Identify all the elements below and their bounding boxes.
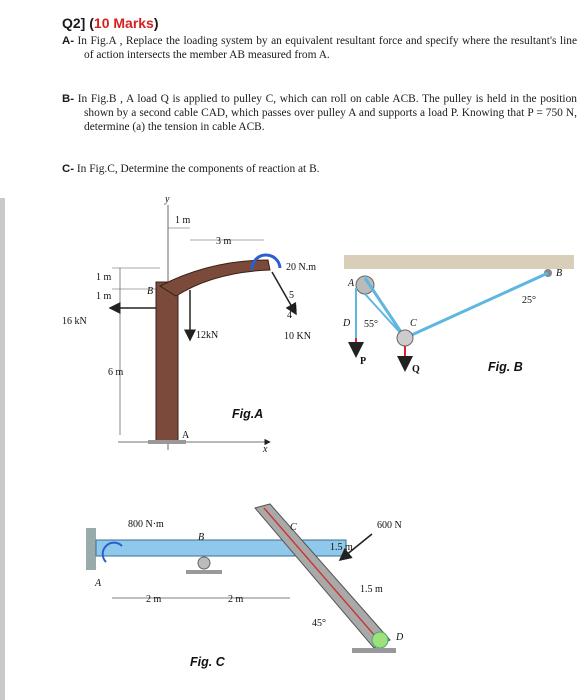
fig-c-point-d: D (396, 632, 404, 643)
fig-c-wall (86, 528, 96, 570)
fig-a-base (148, 440, 186, 444)
part-a-label: A- (62, 35, 75, 47)
fig-a-dim-1m-top: 1 m (175, 215, 191, 226)
marks-value: 10 Marks (93, 15, 154, 31)
fig-c-title: Fig. C (190, 655, 225, 669)
fig-a-point-a: A (182, 430, 190, 441)
fig-b-point-d: D (343, 318, 351, 329)
fig-a-dim-6m: 6 m (108, 367, 124, 378)
fig-c-point-b: B (198, 532, 205, 543)
fig-a-dim-1m-b: 1 m (96, 291, 112, 302)
fig-b-title: Fig. B (488, 360, 523, 374)
fig-a-slope-5: 5 (289, 290, 294, 301)
marks-open: ( (89, 15, 94, 31)
fig-c-moment-label: 800 N·m (128, 519, 164, 530)
fig-c-dim-15m-a: 1.5 m (330, 542, 353, 553)
fig-b-angle-55: 55° (364, 319, 378, 330)
part-b-label: B- (62, 93, 75, 105)
part-a-text: In Fig.A , Replace the loading system by an equivalent resultant force and specify where the resultant's line of action intersects the member AB measured from A. (77, 35, 577, 62)
fig-c-point-a: A (95, 578, 102, 589)
fig-a-slope-3: 3 (292, 304, 297, 315)
fig-c-base (352, 648, 396, 653)
fig-b-point-c: C (410, 318, 417, 329)
fig-b-p-label: P (360, 356, 367, 367)
fig-c-support-b (198, 557, 210, 569)
fig-a-slope-4: 4 (287, 310, 292, 321)
part-c-label: C- (62, 163, 75, 175)
fig-a-moment-label: 20 N.m (286, 262, 316, 273)
fig-c-dim-15m-b: 1.5 m (360, 584, 383, 595)
part-c-text: In Fig.C, Determine the components of reaction at B. (76, 163, 320, 175)
part-a (62, 34, 577, 62)
fig-a-diagram (0, 190, 584, 480)
fig-b-point-a: A (348, 278, 355, 289)
fig-c-dim-2m-b: 2 m (228, 594, 244, 605)
fig-b-angle-25: 25° (522, 295, 536, 306)
marks-close: ) (153, 15, 159, 31)
fig-a-12kn-label: 12kN (196, 330, 219, 341)
part-b (62, 92, 577, 135)
fig-b-pulley-c (397, 330, 413, 346)
fig-a-y-label: y (165, 194, 170, 205)
fig-a-x-label: x (263, 444, 268, 455)
fig-b-cable-ca (365, 294, 405, 338)
fig-c-pin-d (372, 632, 388, 648)
fig-a-dim-1m-a: 1 m (96, 272, 112, 283)
question-number: Q2] (62, 15, 86, 31)
fig-c-diagram (0, 500, 584, 690)
fig-c-dim-2m-a: 2 m (146, 594, 162, 605)
question-heading (62, 15, 159, 31)
fig-a-post (156, 282, 178, 442)
fig-b-ceiling (344, 255, 574, 269)
fig-b-q-label: Q (412, 364, 420, 375)
fig-b-point-b: B (556, 268, 563, 279)
fig-a-10kn-label: 10 KN (284, 331, 311, 342)
fig-c-force-label: 600 N (377, 520, 402, 531)
fig-a-dim-3m: 3 m (216, 236, 232, 247)
fig-a-point-b: B (147, 286, 154, 297)
part-b-text: In Fig.B , A load Q is applied to pulley C, which can roll on cable ACB. The pulley is held in the position shown by a second cable CAD, which passes over pulley A and supports a load P. Knowing that P = 750 N, determine (a) the tension in cable ACB. (77, 93, 577, 134)
fig-a-title: Fig.A (232, 407, 264, 421)
fig-c-point-c: C (290, 522, 297, 533)
fig-a-16kn-label: 16 kN (62, 316, 87, 327)
part-c (62, 162, 577, 176)
fig-c-angle: 45° (312, 618, 326, 629)
